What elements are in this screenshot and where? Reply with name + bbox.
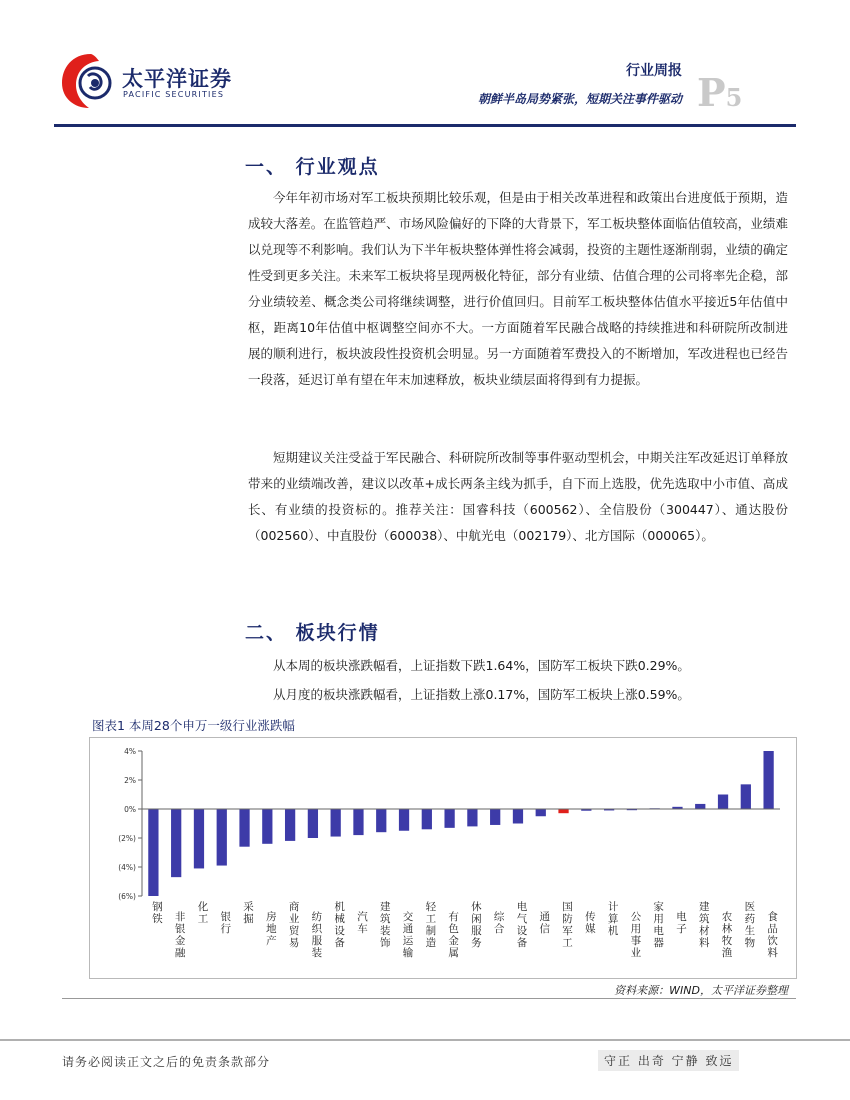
bar-16 bbox=[490, 809, 500, 825]
figure-source: 资料来源：WIND，太平洋证券整理 bbox=[614, 984, 788, 997]
bar-28 bbox=[763, 751, 773, 809]
bar-5 bbox=[239, 809, 249, 847]
x-tick-label: 轻工制造 bbox=[425, 901, 437, 949]
bar-8 bbox=[308, 809, 318, 838]
x-tick-label: 化工 bbox=[197, 901, 209, 925]
footer-divider bbox=[0, 1039, 850, 1041]
header-divider bbox=[54, 124, 796, 127]
weekly-change-text: 从本周的板块涨跌幅看，上证指数下跌1.64%，国防军工板块下跌0.29%。 bbox=[273, 658, 690, 673]
x-tick-label: 综合 bbox=[493, 911, 505, 935]
y-tick-label: (4%) bbox=[118, 863, 136, 872]
brand-name-en: PACIFIC SECURITIES bbox=[123, 90, 225, 99]
y-tick-label: (2%) bbox=[118, 834, 136, 843]
x-tick-label: 农林牧渔 bbox=[721, 911, 733, 959]
report-type: 行业周报 bbox=[626, 63, 682, 79]
bar-26 bbox=[718, 795, 728, 810]
pacific-securities-logo-icon bbox=[58, 50, 128, 112]
paragraph-industry-view-2: 短期建议关注受益于军民融合、科研院所改制等事件驱动型机会，中期关注军改延迟订单释放带来的业绩端改善，建议以改革+成长两条主线为抓手，自下而上选股，优先选取中小市值、高成长、有业绩的投资标的。推荐关注：国睿科技（600562）、全信股份（300447）、通达股份（002560）、中直股份（600038）、中航光电（002179）、北方国际（000065）。 bbox=[248, 450, 788, 543]
y-tick-label: 2% bbox=[124, 776, 136, 785]
page-digit: 5 bbox=[725, 83, 743, 112]
chart-frame bbox=[89, 737, 797, 979]
x-tick-label: 建筑装饰 bbox=[380, 901, 391, 949]
x-tick-label: 有色金属 bbox=[448, 911, 459, 959]
figure-title: 图表1 本周28个申万一级行业涨跌幅 bbox=[92, 718, 295, 733]
x-tick-label: 电气设备 bbox=[516, 901, 528, 949]
x-tick-label: 建筑材料 bbox=[699, 901, 710, 949]
x-tick-label: 机械设备 bbox=[334, 901, 345, 949]
x-tick-label: 食品饮料 bbox=[767, 911, 778, 959]
disclaimer-note: 请务必阅读正文之后的免责条款部分 bbox=[62, 1055, 271, 1069]
bar-18 bbox=[536, 809, 546, 816]
industry-change-bar-chart bbox=[90, 738, 796, 978]
paragraph-industry-view-1: 今年年初市场对军工板块预期比较乐观，但是由于相关改革进程和政策出台进度低于预期，造成较大落差。在监管趋严、市场风险偏好的下降的大背景下，军工板块整体面临估值较高，业绩难以兑现等不利影响。我们认为下半年板块整体弹性将会减弱，投资的主题性逐渐削弱，业绩的确定性受到更多关注。未来军工板块将呈现两极化特征，部分有业绩、估值合理的公司将率先企稳，部分业绩较差、概念类公司将继续调整，进行价值回归。目前军工板块整体估值水平接近5年估值中枢，距离10年估值中枢调整空间亦不大。一方面随着军民融合战略的持续推进和科研院所改制进展的顺利进行，板块波段性投资机会明显。另一方面随着军费投入的不断增加，军改进程也已经告一段落，延迟订单有望在年末加速释放，板块业绩层面将得到有力提振。 bbox=[248, 190, 788, 387]
bar-9 bbox=[331, 809, 341, 837]
x-tick-label: 交通运输 bbox=[402, 911, 414, 959]
bar-27 bbox=[741, 784, 751, 809]
monthly-change-text: 从月度的板块涨跌幅看，上证指数上涨0.17%，国防军工板块上涨0.59%。 bbox=[273, 687, 690, 702]
source-divider bbox=[62, 998, 796, 999]
y-tick-label: 4% bbox=[124, 747, 136, 756]
section-title-sector-market: 二、 板块行情 bbox=[245, 622, 380, 644]
x-tick-label: 钢铁 bbox=[152, 901, 163, 925]
x-tick-label: 房地产 bbox=[266, 911, 277, 947]
x-tick-label: 商业贸易 bbox=[288, 901, 300, 949]
y-tick-label: (6%) bbox=[118, 892, 136, 901]
bar-6 bbox=[262, 809, 272, 844]
x-tick-label: 计算机 bbox=[607, 901, 619, 937]
x-tick-label: 通信 bbox=[539, 911, 550, 935]
x-tick-label: 银行 bbox=[220, 911, 231, 935]
section-title-industry-view: 一、 行业观点 bbox=[245, 156, 380, 178]
x-tick-label: 休闲服务 bbox=[471, 901, 482, 949]
x-tick-label: 非银金融 bbox=[174, 911, 186, 959]
x-tick-label: 纺织服装 bbox=[311, 911, 323, 959]
bar-12 bbox=[399, 809, 409, 831]
x-tick-label: 传媒 bbox=[585, 911, 596, 935]
bar-17 bbox=[513, 809, 523, 824]
y-tick-label: 0% bbox=[124, 805, 136, 814]
page-letter: P bbox=[697, 70, 726, 115]
x-tick-label: 采掘 bbox=[243, 901, 254, 925]
bar-3 bbox=[194, 809, 204, 868]
bar-14 bbox=[444, 809, 454, 828]
x-tick-label: 国防军工 bbox=[562, 901, 573, 949]
report-subtitle: 朝鲜半岛局势紧张，短期关注事件驱动 bbox=[477, 92, 682, 106]
x-tick-label: 汽车 bbox=[357, 911, 368, 935]
brand-name-cn: 太平洋证券 bbox=[122, 67, 232, 91]
company-motto: 守正 出奇 宁静 致远 bbox=[598, 1050, 739, 1071]
bar-2 bbox=[171, 809, 181, 877]
bar-1 bbox=[148, 809, 158, 896]
bar-11 bbox=[376, 809, 386, 832]
x-tick-label: 电子 bbox=[676, 911, 687, 935]
bar-7 bbox=[285, 809, 295, 841]
x-tick-label: 医药生物 bbox=[744, 901, 756, 949]
bar-4 bbox=[217, 809, 227, 866]
bar-25 bbox=[695, 804, 705, 809]
page-number bbox=[697, 70, 742, 115]
bar-10 bbox=[353, 809, 363, 835]
bar-15 bbox=[467, 809, 477, 826]
x-tick-label: 公用事业 bbox=[630, 911, 642, 959]
bar-19 bbox=[558, 809, 568, 813]
x-tick-label: 家用电器 bbox=[653, 901, 664, 949]
bar-13 bbox=[422, 809, 432, 829]
